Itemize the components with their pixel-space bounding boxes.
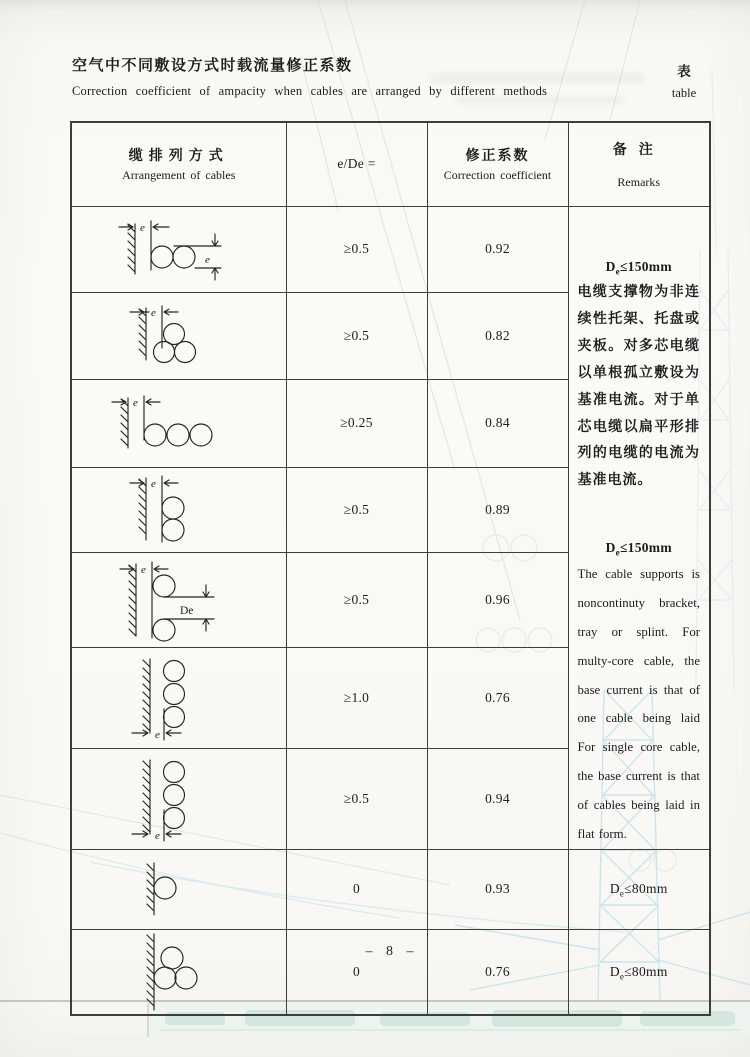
table-row: [71, 849, 710, 929]
header-remarks-en: Remarks: [617, 174, 661, 189]
coefficient-cell: 0.89: [427, 467, 568, 553]
e-de-cell: ≥0.5: [286, 553, 427, 647]
header-e-de-label: e/De =: [337, 156, 376, 172]
bleed-through-smudge: [430, 72, 645, 84]
coefficient-cell: 0.93: [427, 849, 568, 929]
e-de-cell: ≥0.5: [286, 748, 427, 849]
remark-cell: [568, 929, 710, 1015]
dimension-label-e: e: [139, 222, 145, 235]
e-de-cell: ≥0.5: [286, 293, 427, 380]
table-row: [71, 929, 710, 1015]
dimension-label-e: e: [140, 563, 146, 576]
e-de-cell: 0: [286, 929, 427, 1015]
e-de-cell: ≥0.5: [286, 206, 427, 293]
header-coefficient: [427, 122, 568, 206]
dimension-label-e: e: [132, 397, 138, 410]
page-number: – 8 –: [365, 944, 414, 959]
remark-cell: [568, 849, 710, 929]
e-de-cell: ≥0.25: [286, 379, 427, 467]
coefficient-cell: 0.96: [427, 553, 568, 647]
arrangement-cell: [71, 849, 286, 929]
header-remarks-zh: 备注: [612, 141, 665, 158]
arrangement-cell: [71, 748, 286, 849]
header-coefficient-zh: 修正系数: [465, 148, 530, 165]
e-de-cell: ≥0.5: [286, 467, 427, 553]
table-row: [71, 206, 710, 293]
dimension-label-e: e: [150, 477, 156, 490]
header-arrangement-zh: 缆排列方式: [128, 148, 229, 165]
header-coefficient-en: Correction coefficient: [443, 168, 552, 183]
header-e-de: [286, 122, 427, 206]
e-de-cell: ≥1.0: [286, 647, 427, 748]
dimension-label-e: e: [154, 829, 160, 842]
dimension-label-e: e: [154, 728, 160, 741]
coefficient-cell: 0.92: [427, 206, 568, 293]
e-de-cell: 0: [286, 849, 427, 929]
single-cable-on-wall-diagram-icon: [124, 857, 234, 921]
arrangement-cell: [71, 293, 286, 380]
arrangement-cell: [71, 647, 286, 748]
header-arrangement-en: Arrangement of cables: [122, 168, 236, 183]
remark-de-limit: $D_e\le 80mm$: [609, 963, 668, 982]
table-corner-label-zh: 表: [677, 64, 691, 80]
remark-de-limit: $D_e\le 80mm$: [609, 881, 668, 899]
trefoil-cables-on-wall-diagram-icon: [124, 930, 234, 1014]
correction-coefficient-table: [70, 121, 711, 1016]
page-title-zh: 空气中不同敷设方式时载流量修正系数: [72, 56, 353, 74]
remark-text-en: The cable supports is noncontinuty bracket, tray or splint. For multy-core cable, the base current is that of one cable being laid For single core cable, the base current is that of cables being laid in flat form.: [577, 566, 700, 842]
table-corner-label: [654, 60, 714, 101]
arrangement-cell: [71, 553, 286, 647]
remark-de-limit-zh: $D_e\le 150mm$: [605, 258, 672, 277]
trefoil-cables-diagram-icon: [124, 300, 234, 372]
remarks-merged-cell: [568, 206, 710, 849]
page-title-en: Correction coefficient of ampacity when cables are arranged by different methods: [72, 84, 548, 98]
two-cables-stacked-diagram-icon: [124, 472, 234, 548]
three-cables-stacked-diagram-icon: [124, 754, 234, 844]
three-cables-stacked-diagram-icon: [124, 653, 234, 743]
remark-de-limit-en: $D_e\le 150mm$: [605, 540, 672, 558]
table-header-row: [71, 122, 710, 206]
coefficient-cell: 0.76: [427, 929, 568, 1015]
dimension-label-e: e: [150, 307, 156, 319]
two-cables-side-by-side-diagram-icon: [113, 214, 245, 284]
dimension-label-e: e: [204, 254, 210, 267]
dimension-label-De: De: [179, 604, 194, 617]
arrangement-cell: [71, 206, 286, 293]
coefficient-cell: 0.94: [427, 748, 568, 849]
table-corner-label-en: table: [671, 86, 697, 100]
header-remarks: [568, 122, 710, 206]
header-arrangement: [71, 122, 286, 206]
coefficient-cell: 0.82: [427, 293, 568, 380]
two-cables-spacing-De-diagram-icon: [114, 558, 244, 642]
coefficient-cell: 0.76: [427, 647, 568, 748]
coefficient-cell: 0.84: [427, 379, 568, 467]
arrangement-cell: [71, 929, 286, 1015]
remark-text-zh: 电缆支撑物为非连续性托架、托盘或夹板。对多芯电缆以单根孤立敷设为基准电流。对于单芯电缆以扁平形排列的电缆的电流为基准电流。: [577, 284, 700, 489]
arrangement-cell: [71, 467, 286, 553]
arrangement-cell: [71, 379, 286, 467]
three-cables-side-by-side-diagram-icon: [106, 390, 252, 456]
